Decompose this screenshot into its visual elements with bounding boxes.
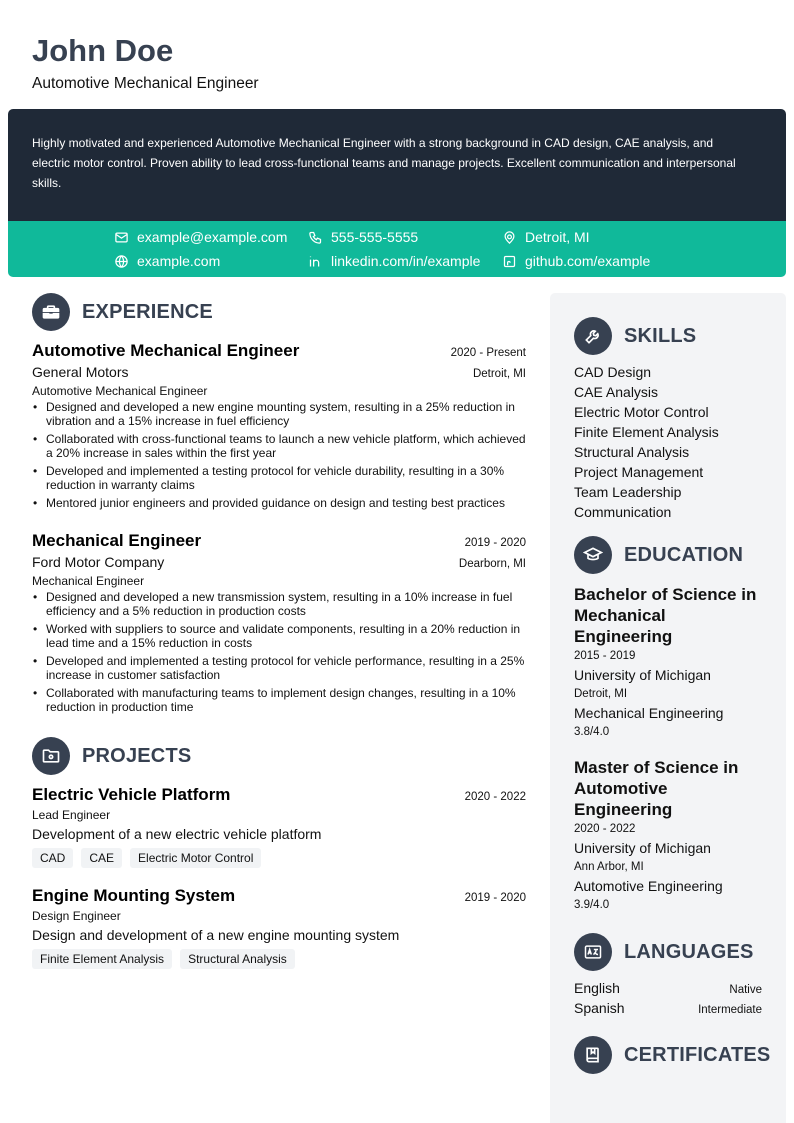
contact-linkedin[interactable]	[308, 252, 480, 270]
bullet-item: • Developed and implemented a testing protocol for vehicle performance, resulting in a 25% increase in customer satisfaction	[46, 654, 526, 682]
project-title: Engine Mounting System	[32, 886, 236, 905]
summary-text: Highly motivated and experienced Automotive Mechanical Engineer with a strong background in CAD design, CAE analysis, and electric motor control. Proven ability to lead cross-functional teams and manage projects. Excellent communication and interpersonal skills.	[32, 136, 736, 190]
job-role: Automotive Mechanical Engineer	[32, 384, 208, 398]
globe-icon	[114, 254, 129, 269]
projects-title: PROJECTS	[82, 744, 192, 767]
bullet-item: • Worked with suppliers to source and validate components, resulting in a 20% reduction in lead time and a 15% reduction in costs	[46, 622, 526, 650]
graduation-cap-icon	[574, 536, 612, 574]
edu-date: 2020 - 2022	[574, 823, 636, 835]
experience-item	[32, 530, 526, 718]
job-company: General Motors	[32, 364, 129, 380]
skill-item: Electric Motor Control	[574, 404, 709, 420]
job-date: 2019 - 2020	[464, 537, 526, 549]
skills-heading	[574, 317, 696, 355]
contact-email[interactable]	[114, 228, 287, 246]
edu-school: University of Michigan	[574, 840, 711, 856]
experience-item	[32, 340, 526, 514]
contact-location	[502, 228, 590, 246]
contact-email-text: example@example.com	[137, 229, 288, 245]
bullet-item: • Collaborated with cross-functional teams to launch a new vehicle platform, which achieved a 20% increase in sales within the first year	[46, 432, 526, 460]
skill-item: Structural Analysis	[574, 444, 690, 460]
certificates-title: CERTIFICATES	[624, 1043, 771, 1066]
languages-list	[574, 978, 762, 1018]
education-heading	[574, 536, 743, 574]
job-location: Dearborn, MI	[458, 558, 526, 570]
edu-degree: Bachelor of Science in Mechanical Engineering	[574, 585, 757, 646]
translate-icon	[574, 933, 612, 971]
tag: Electric Motor Control	[130, 848, 261, 868]
skill-item: CAD Design	[574, 364, 652, 380]
language-name: Spanish	[574, 1000, 625, 1016]
edu-location: Detroit, MI	[574, 688, 628, 700]
project-description: Design and development of a new engine mounting system	[32, 927, 400, 943]
education-title: EDUCATION	[624, 543, 744, 566]
skill-item: CAE Analysis	[574, 384, 659, 400]
phone-icon	[308, 230, 323, 245]
contact-github[interactable]	[502, 252, 650, 270]
project-role: Design Engineer	[32, 909, 121, 923]
contact-linkedin-text: linkedin.com/in/example	[331, 253, 481, 269]
experience-heading	[32, 293, 213, 331]
project-date: 2020 - 2022	[464, 791, 526, 803]
project-tags	[32, 848, 526, 868]
job-title: Automotive Mechanical Engineer	[32, 341, 300, 360]
skills-title: SKILLS	[624, 324, 697, 347]
folder-icon	[32, 737, 70, 775]
skill-item: Finite Element Analysis	[574, 424, 719, 440]
language-level: Intermediate	[698, 1004, 762, 1016]
book-icon	[574, 1036, 612, 1074]
certificates-heading	[574, 1036, 770, 1074]
map-pin-icon	[502, 230, 517, 245]
contact-location-text: Detroit, MI	[525, 229, 590, 245]
education-item	[574, 757, 764, 914]
languages-title: LANGUAGES	[624, 940, 754, 963]
tag: Structural Analysis	[180, 949, 295, 969]
contact-website-text: example.com	[137, 253, 221, 269]
language-row	[574, 998, 762, 1018]
job-location: Detroit, MI	[472, 368, 526, 380]
contact-website[interactable]	[114, 252, 220, 270]
project-description: Development of a new electric vehicle platform	[32, 826, 322, 842]
tag: Finite Element Analysis	[32, 949, 172, 969]
bullet-item: • Collaborated with manufacturing teams to implement design changes, resulting in a 10% reduction in production time	[46, 686, 526, 714]
edu-degree: Master of Science in Automotive Engineering	[574, 758, 739, 819]
job-bullets	[32, 590, 526, 714]
contact-phone[interactable]	[308, 228, 418, 246]
github-icon	[502, 254, 517, 269]
education-item	[574, 584, 764, 741]
bullet-item: • Designed and developed a new transmission system, resulting in a 10% increase in fuel efficiency and a 5% reduction in production costs	[46, 590, 526, 618]
contact-phone-text: 555-555-5555	[331, 229, 419, 245]
mail-icon	[114, 230, 129, 245]
bullet-item: • Developed and implemented a testing protocol for vehicle durability, resulting in a 30% reduction in warranty claims	[46, 464, 526, 492]
contact-bar	[8, 221, 786, 277]
skills-list	[574, 362, 764, 522]
languages-heading	[574, 933, 754, 971]
language-name: English	[574, 980, 620, 996]
project-item	[32, 784, 526, 868]
job-role: Mechanical Engineer	[32, 574, 145, 588]
bullet-item: • Designed and developed a new engine mounting system, resulting in a 25% reduction in vibration and a 15% increase in fuel efficiency	[46, 400, 526, 428]
projects-heading	[32, 737, 191, 775]
candidate-title: Automotive Mechanical Engineer	[32, 75, 259, 92]
tag: CAE	[81, 848, 122, 868]
edu-field: Automotive Engineering	[574, 878, 723, 894]
summary-section	[8, 109, 786, 221]
experience-title: EXPERIENCE	[82, 300, 213, 323]
candidate-name: John Doe	[32, 33, 174, 68]
bullet-item: • Mentored junior engineers and provided guidance on design and testing best practices	[46, 496, 526, 510]
edu-gpa: 3.8/4.0	[574, 726, 610, 738]
edu-school: University of Michigan	[574, 667, 711, 683]
edu-field: Mechanical Engineering	[574, 705, 724, 721]
language-row	[574, 978, 762, 998]
skill-item: Team Leadership	[574, 484, 682, 500]
skill-item: Project Management	[574, 464, 704, 480]
wrench-icon	[574, 317, 612, 355]
project-item	[32, 885, 526, 969]
briefcase-icon	[32, 293, 70, 331]
job-title: Mechanical Engineer	[32, 531, 202, 550]
project-date: 2019 - 2020	[464, 892, 526, 904]
linkedin-icon	[308, 254, 323, 269]
language-level: Native	[729, 984, 762, 996]
job-bullets	[32, 400, 526, 510]
project-role: Lead Engineer	[32, 808, 111, 822]
edu-date: 2015 - 2019	[574, 650, 636, 662]
skill-item: Communication	[574, 504, 672, 520]
tag: CAD	[32, 848, 73, 868]
job-company: Ford Motor Company	[32, 554, 165, 570]
contact-github-text: github.com/example	[525, 253, 651, 269]
project-tags	[32, 949, 526, 969]
edu-gpa: 3.9/4.0	[574, 899, 610, 911]
job-date: 2020 - Present	[450, 347, 526, 359]
edu-location: Ann Arbor, MI	[574, 861, 644, 873]
project-title: Electric Vehicle Platform	[32, 785, 231, 804]
